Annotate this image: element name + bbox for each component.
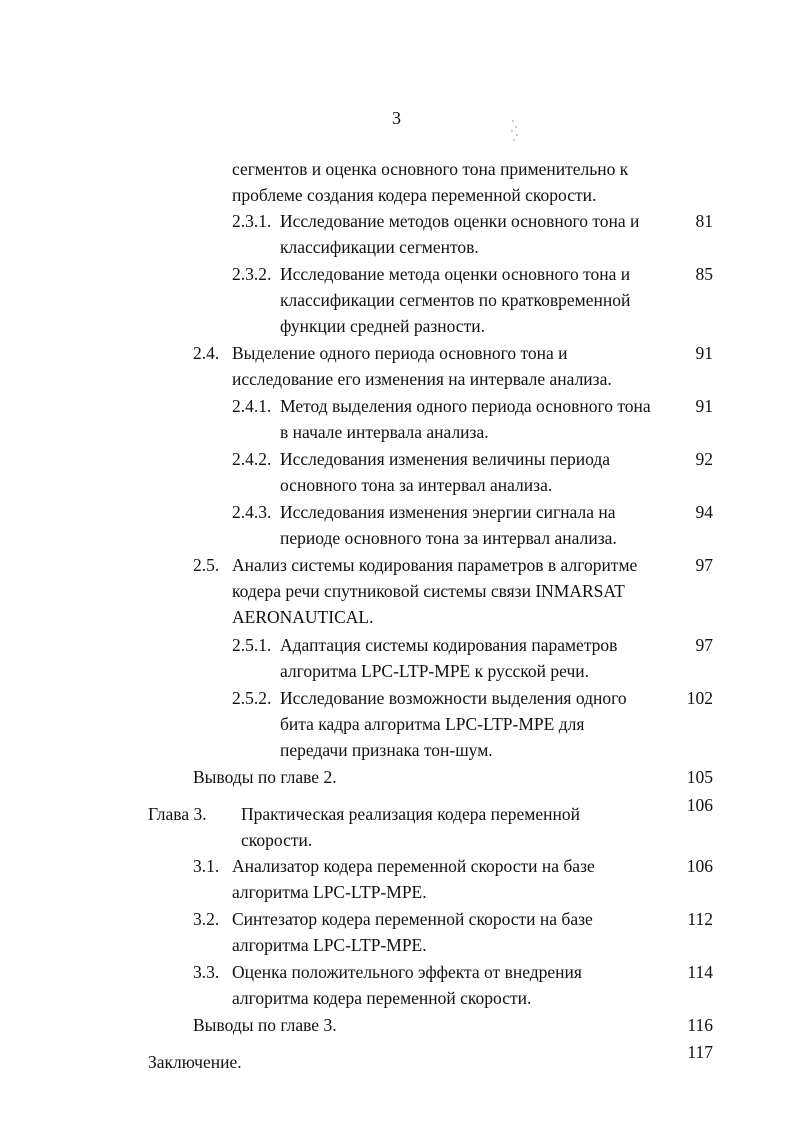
toc-entry-title: Адаптация системы кодирования параметров — [280, 635, 618, 655]
toc-entry-title: Выводы по главе 3. — [193, 1015, 337, 1035]
toc-entry-page: 92 — [695, 449, 713, 469]
toc-entry-page: 97 — [695, 555, 713, 575]
toc-entry-title: скорости. — [241, 830, 313, 850]
toc-entry-number: 2.4.2. — [232, 449, 272, 469]
toc-entry-title: Практическая реализация кодера переменной — [241, 804, 580, 824]
toc-entry-page: 112 — [687, 909, 713, 929]
toc-entry-title: функции средней разности. — [280, 316, 485, 336]
page-number: 3 — [392, 108, 401, 128]
toc-entry-title: алгоритма кодера переменной скорости. — [232, 988, 532, 1008]
toc-entry-page: 106 — [686, 856, 713, 876]
toc-entry-title: Исследования изменения энергии сигнала на — [280, 502, 616, 522]
toc-entry-title: классификации сегментов. — [280, 237, 479, 257]
toc-entry-page: 106 — [686, 795, 713, 815]
toc-entry-title: Выводы по главе 2. — [193, 767, 337, 787]
toc-entry-page: 81 — [695, 211, 713, 231]
toc-entry-title: Оценка положительного эффекта от внедрения — [232, 962, 582, 982]
toc-entry-number: 2.5. — [193, 555, 220, 575]
toc-entry-title: алгоритма LPC-LTP-MPE. — [232, 882, 427, 902]
toc-entry-number: 2.5.1. — [232, 635, 272, 655]
toc-entry-page: 91 — [695, 396, 713, 416]
toc-entry-number: 3.2. — [193, 909, 220, 929]
toc-entry-title: периоде основного тона за интервал анализа. — [280, 528, 617, 548]
toc-entry-title: бита кадра алгоритма LPC-LTP-MPE для — [280, 714, 585, 734]
toc-entry-title: передачи признака тон-шум. — [280, 740, 493, 760]
toc-entry-page: 94 — [695, 502, 713, 522]
toc-entry-page: 97 — [695, 635, 713, 655]
toc-entry-number: 2.5.2. — [232, 688, 272, 708]
toc-entry-page: 85 — [695, 264, 713, 284]
toc-entry-page: 102 — [686, 688, 713, 708]
toc-entry-title: Анализ системы кодирования параметров в алгоритме — [232, 555, 638, 575]
toc-entry-title: Анализатор кодера переменной скорости на базе — [232, 856, 595, 876]
toc-entry-title: Заключение. — [148, 1052, 242, 1072]
toc-entry-page: 117 — [687, 1042, 713, 1062]
toc-continuation-line: проблеме создания кодера переменной скорости. — [232, 185, 597, 205]
toc-entry-page: 91 — [695, 343, 713, 363]
toc-entry-title: основного тона за интервал анализа. — [280, 475, 553, 495]
toc-entry-title: алгоритма LPC-LTP-MPE. — [232, 935, 427, 955]
toc-entry-title: кодера речи спутниковой системы связи INMARSAT — [232, 581, 625, 601]
toc-entry-title: Синтезатор кодера переменной скорости на базе — [232, 909, 593, 929]
toc-entry-page: 114 — [687, 962, 713, 982]
scan-speck — [510, 120, 520, 144]
toc-entry-number: Глава 3. — [148, 804, 207, 824]
toc-entry-number: 2.3.1. — [232, 211, 272, 231]
toc-entry-title: Исследования изменения величины периода — [280, 449, 611, 469]
toc-entry-title: в начале интервала анализа. — [280, 422, 489, 442]
toc-entry-title: классификации сегментов по кратковременной — [280, 290, 631, 310]
toc-entry-number: 2.4. — [193, 343, 220, 363]
toc-entry-title: Исследование возможности выделения одного — [280, 688, 627, 708]
toc-entry-number: 3.3. — [193, 962, 220, 982]
toc-entry-number: 2.4.1. — [232, 396, 272, 416]
toc-entry-title: Исследование методов оценки основного тона и — [280, 211, 640, 231]
toc-entry-title: Метод выделения одного периода основного тона — [280, 396, 651, 416]
table-of-contents — [0, 156, 793, 1086]
toc-entry-page: 105 — [686, 767, 713, 787]
toc-continuation-line: сегментов и оценка основного тона применительно к — [232, 159, 629, 179]
toc-entry-title: AERONAUTICAL. — [232, 607, 374, 627]
toc-entry-title: Выделение одного периода основного тона и — [232, 343, 568, 363]
toc-entry-title: исследование его изменения на интервале анализа. — [232, 369, 612, 389]
toc-entry-page: 116 — [687, 1015, 713, 1035]
toc-entry-number: 2.4.3. — [232, 502, 272, 522]
toc-entry-number: 3.1. — [193, 856, 220, 876]
toc-entry-number: 2.3.2. — [232, 264, 272, 284]
toc-entry-title: Исследование метода оценки основного тона и — [280, 264, 631, 284]
toc-entry-title: алгоритма LPC-LTP-MPE к русской речи. — [280, 661, 590, 681]
